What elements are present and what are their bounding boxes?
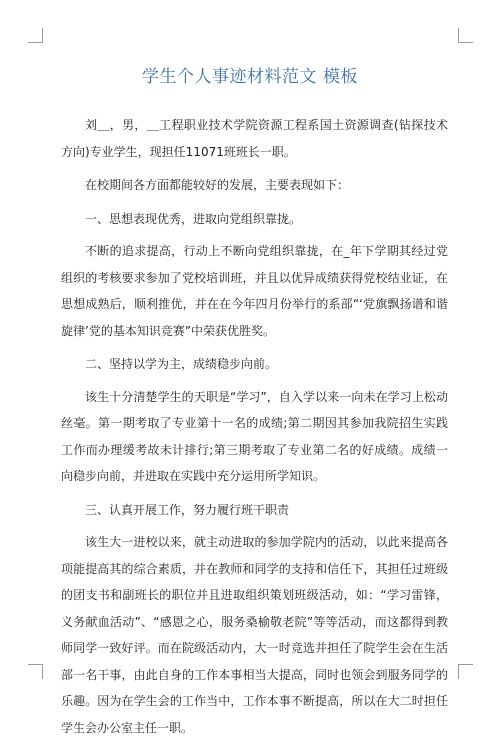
corner-mark-top-right	[458, 28, 473, 43]
paragraph-intro: 刘＿，男，＿工程职业技术学院资源工程系国土资源调查(钻探技术方向)专业学生，现担任11071班班长一职。	[61, 118, 448, 159]
corner-mark-top-left	[28, 28, 43, 43]
document-body	[61, 112, 448, 748]
paragraph-overview: 在校期间各方面都能较好的发展，主要表现如下：	[85, 178, 350, 192]
paragraph-section-2: 该生十分清楚学生的天职是“学习”，自入学以来一向未在学习上松动丝毫。第一期考取了专业第十一名的成绩;第二期因其参加我院招生实践工作而办理缓考故未计排行;第三期考取了专业第二名的好成绩。成绩一向稳步向前，并进取在实践中充分运用所学知识。	[61, 389, 448, 483]
section-heading-3: 三、认真开展工作，努力履行班干职责	[85, 502, 290, 517]
corner-mark-bottom-right	[458, 664, 473, 679]
paragraph-section-1: 不断的追求提高，行动上不断向党组织靠拢，在_年下学期其经过党组织的考核要求参加了党校培训班，并且以优异成绩获得党校结业证，在思想成熟后，顺利推优，并在在今年四月份举行的系部“‘党旗飘扬谱和谐旋律’党的基本知识竞赛”中荣获优胜奖。	[61, 244, 448, 338]
corner-mark-bottom-left	[28, 664, 43, 679]
section-heading-1: 一、思想表现优秀，进取向党组织靠拢。	[85, 211, 302, 226]
section-heading-2: 二、坚持以学为主，成绩稳步向前。	[85, 357, 278, 371]
document-title: 学生个人事迹材料范文 模板	[142, 67, 358, 87]
paragraph-section-3: 该生大一进校以来，就主动进取的参加学院内的活动，以此来提高各项能提高其的综合素质，并在教师和同学的支持和信任下，其担任过班级的团支书和副班长的职位并且进取组织策划班级活动，如：“学习雷锋，义务献血活动”、“感恩之心，服务桑榆敬老院”等等活动，而这都得到教师同学一致好评。而在院级活动内，大一时竞选并担任了院学生会在生活部一名干事，由此自身的工作本事相当大提高，同时也领会到服务同学的乐趣。因为在学生会的工作当中，工作本事不断提高，所以在大二时担任学生会办公室主任一职。	[61, 535, 448, 735]
